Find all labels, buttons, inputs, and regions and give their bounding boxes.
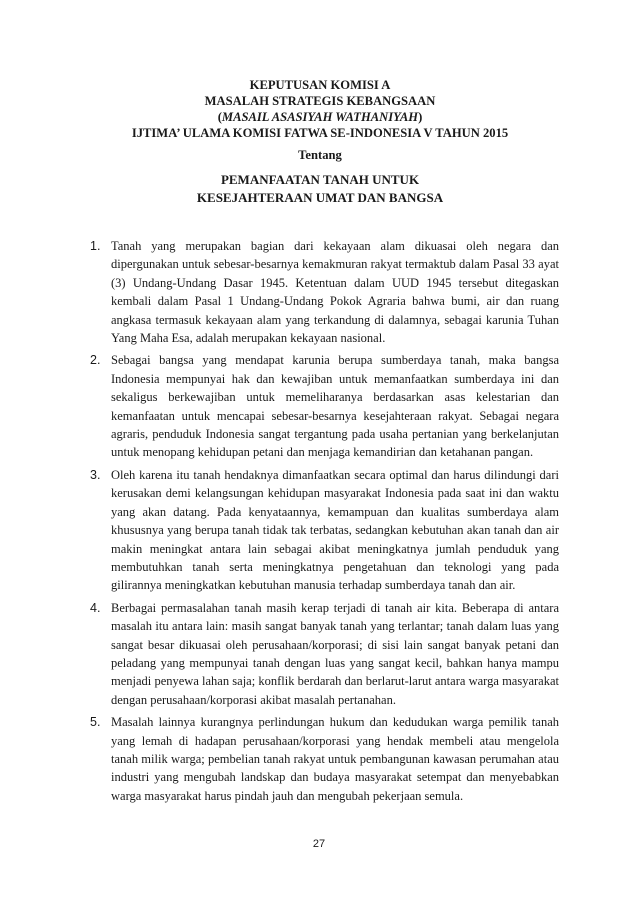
list-item-text: Berbagai permasalahan tanah masih kerap terjadi di tanah air kita. Beberapa di antara masalah itu antara lain: masih sangat banyak tanah yang terlantar; tanah dalam luas yang sangat besar dikuasai oleh perusahaan/korporasi; di sisi lain sangat banyak petani dan peladang yang mempunyai tanah dengan luas yang sangat kecil, bahkan hanya mampu menjadi penyewa lahan saja; konflik berdarah dan berlarut-larut antara warga masyarakat dengan perusahaan/korporasi akibat masalah pertanahan. [111,600,559,707]
list-item-number: 1. [90,239,101,253]
list-item [91,599,559,709]
list-item [91,713,559,805]
about-label: Tentang [298,148,342,162]
topic-line-2: KESEJAHTERAAN UMAT DAN BANGSA [196,189,444,205]
document-header [60,77,580,206]
commission-subject: MASALAH STRATEGIS KEBANGSAAN [204,94,436,108]
arabic-term-open: ( [217,110,222,124]
list-item [91,466,559,595]
numbered-list [91,237,559,809]
list-item-text: Oleh karena itu tanah hendaknya dimanfaatkan secara optimal dan harus dilindungi dari kerusakan demi kelangsungan kehidupan masyarakat Indonesia pada saat ini dan waktu yang akan datang. Pada kenyataannya, kemampuan dan kualitas sumberdaya alam khususnya yang berupa tanah tidak tak terbatas, sedangkan kebutuhan akan tanah dan air makin meningkat antara lain sebagai akibat meningkatnya jumlah penduduk yang membutuhkan tanah serta meningkatnya pengetahuan dan teknologi yang pada gilirannya meningkatkan kebutuhan manusia terhadap sumberdaya tanah dan air. [111,467,559,593]
page-number: 27 [312,838,326,850]
list-item [91,351,559,461]
topic-line-1: PEMANFAATAN TANAH UNTUK [220,172,420,187]
list-item-number: 5. [90,715,101,730]
arabic-term-close: ) [418,110,423,124]
topic-title [60,171,580,206]
list-item-text: Tanah yang merupakan bagian dari kekayaan alam dikuasai oleh negara dan dipergunakan untuk sebesar-besarnya kemakmuran rakyat termaktub dalam Pasal 33 ayat (3) Undang-Undang Dasar 1945. Ketentuan dalam UUD 1945 tersebut ditegaskan kembali dalam Pasal 1 Undang-Undang Pokok Agraria bahwa bumi, air dan ruang angkasa termasuk kekayaan alam yang terkandung di dalamnya, sebagai karunia Tuhan Yang Maha Esa, adalah merupakan kekayaan nasional. [111,239,559,346]
arabic-term [60,109,580,125]
list-item-number: 4. [90,600,101,615]
list-item-number: 3. [90,467,101,482]
arabic-term-italic: MASAIL ASASIYAH WATHANIYAH [221,110,419,124]
decision-title: KEPUTUSAN KOMISI A [249,78,391,92]
list-item-text: Sebagai bangsa yang mendapat karunia berupa sumberdaya tanah, maka bangsa Indonesia mempunyai hak dan kewajiban untuk memanfaatkan sumberdaya ini dan sekaligus berkewajiban untuk memeliharanya berdasarkan asas kelestarian dan kemanfaatan untuk mencapai sebesar-besarnya kesejahteraan rakyat. Sebagai negara agraris, penduduk Indonesia sangat tergantung pada usaha pertanian yang berkelanjutan untuk menopang kehidupan petani dan menjaga kemandirian dan ketahanan pangan. [111,353,559,460]
list-item-text: Masalah lainnya kurangnya perlindungan hukum dan kedudukan warga pemilik tanah yang lemah di hadapan perusahaan/korporasi yang hendak membeli atau mengelola tanah milik warga; pembelian tanah rakyat untuk pembangunan kawasan perumahan atau industri yang mengubah landskap dan budaya masyarakat setempat dan menyebabkan warga masyarakat harus pindah jauh dan mengubah pekerjaan semula. [111,715,559,803]
list-item [91,237,559,347]
list-item-number: 2. [90,353,101,368]
forum-title: IJTIMA’ ULAMA KOMISI FATWA SE-INDONESIA V TAHUN 2015 [131,126,509,140]
